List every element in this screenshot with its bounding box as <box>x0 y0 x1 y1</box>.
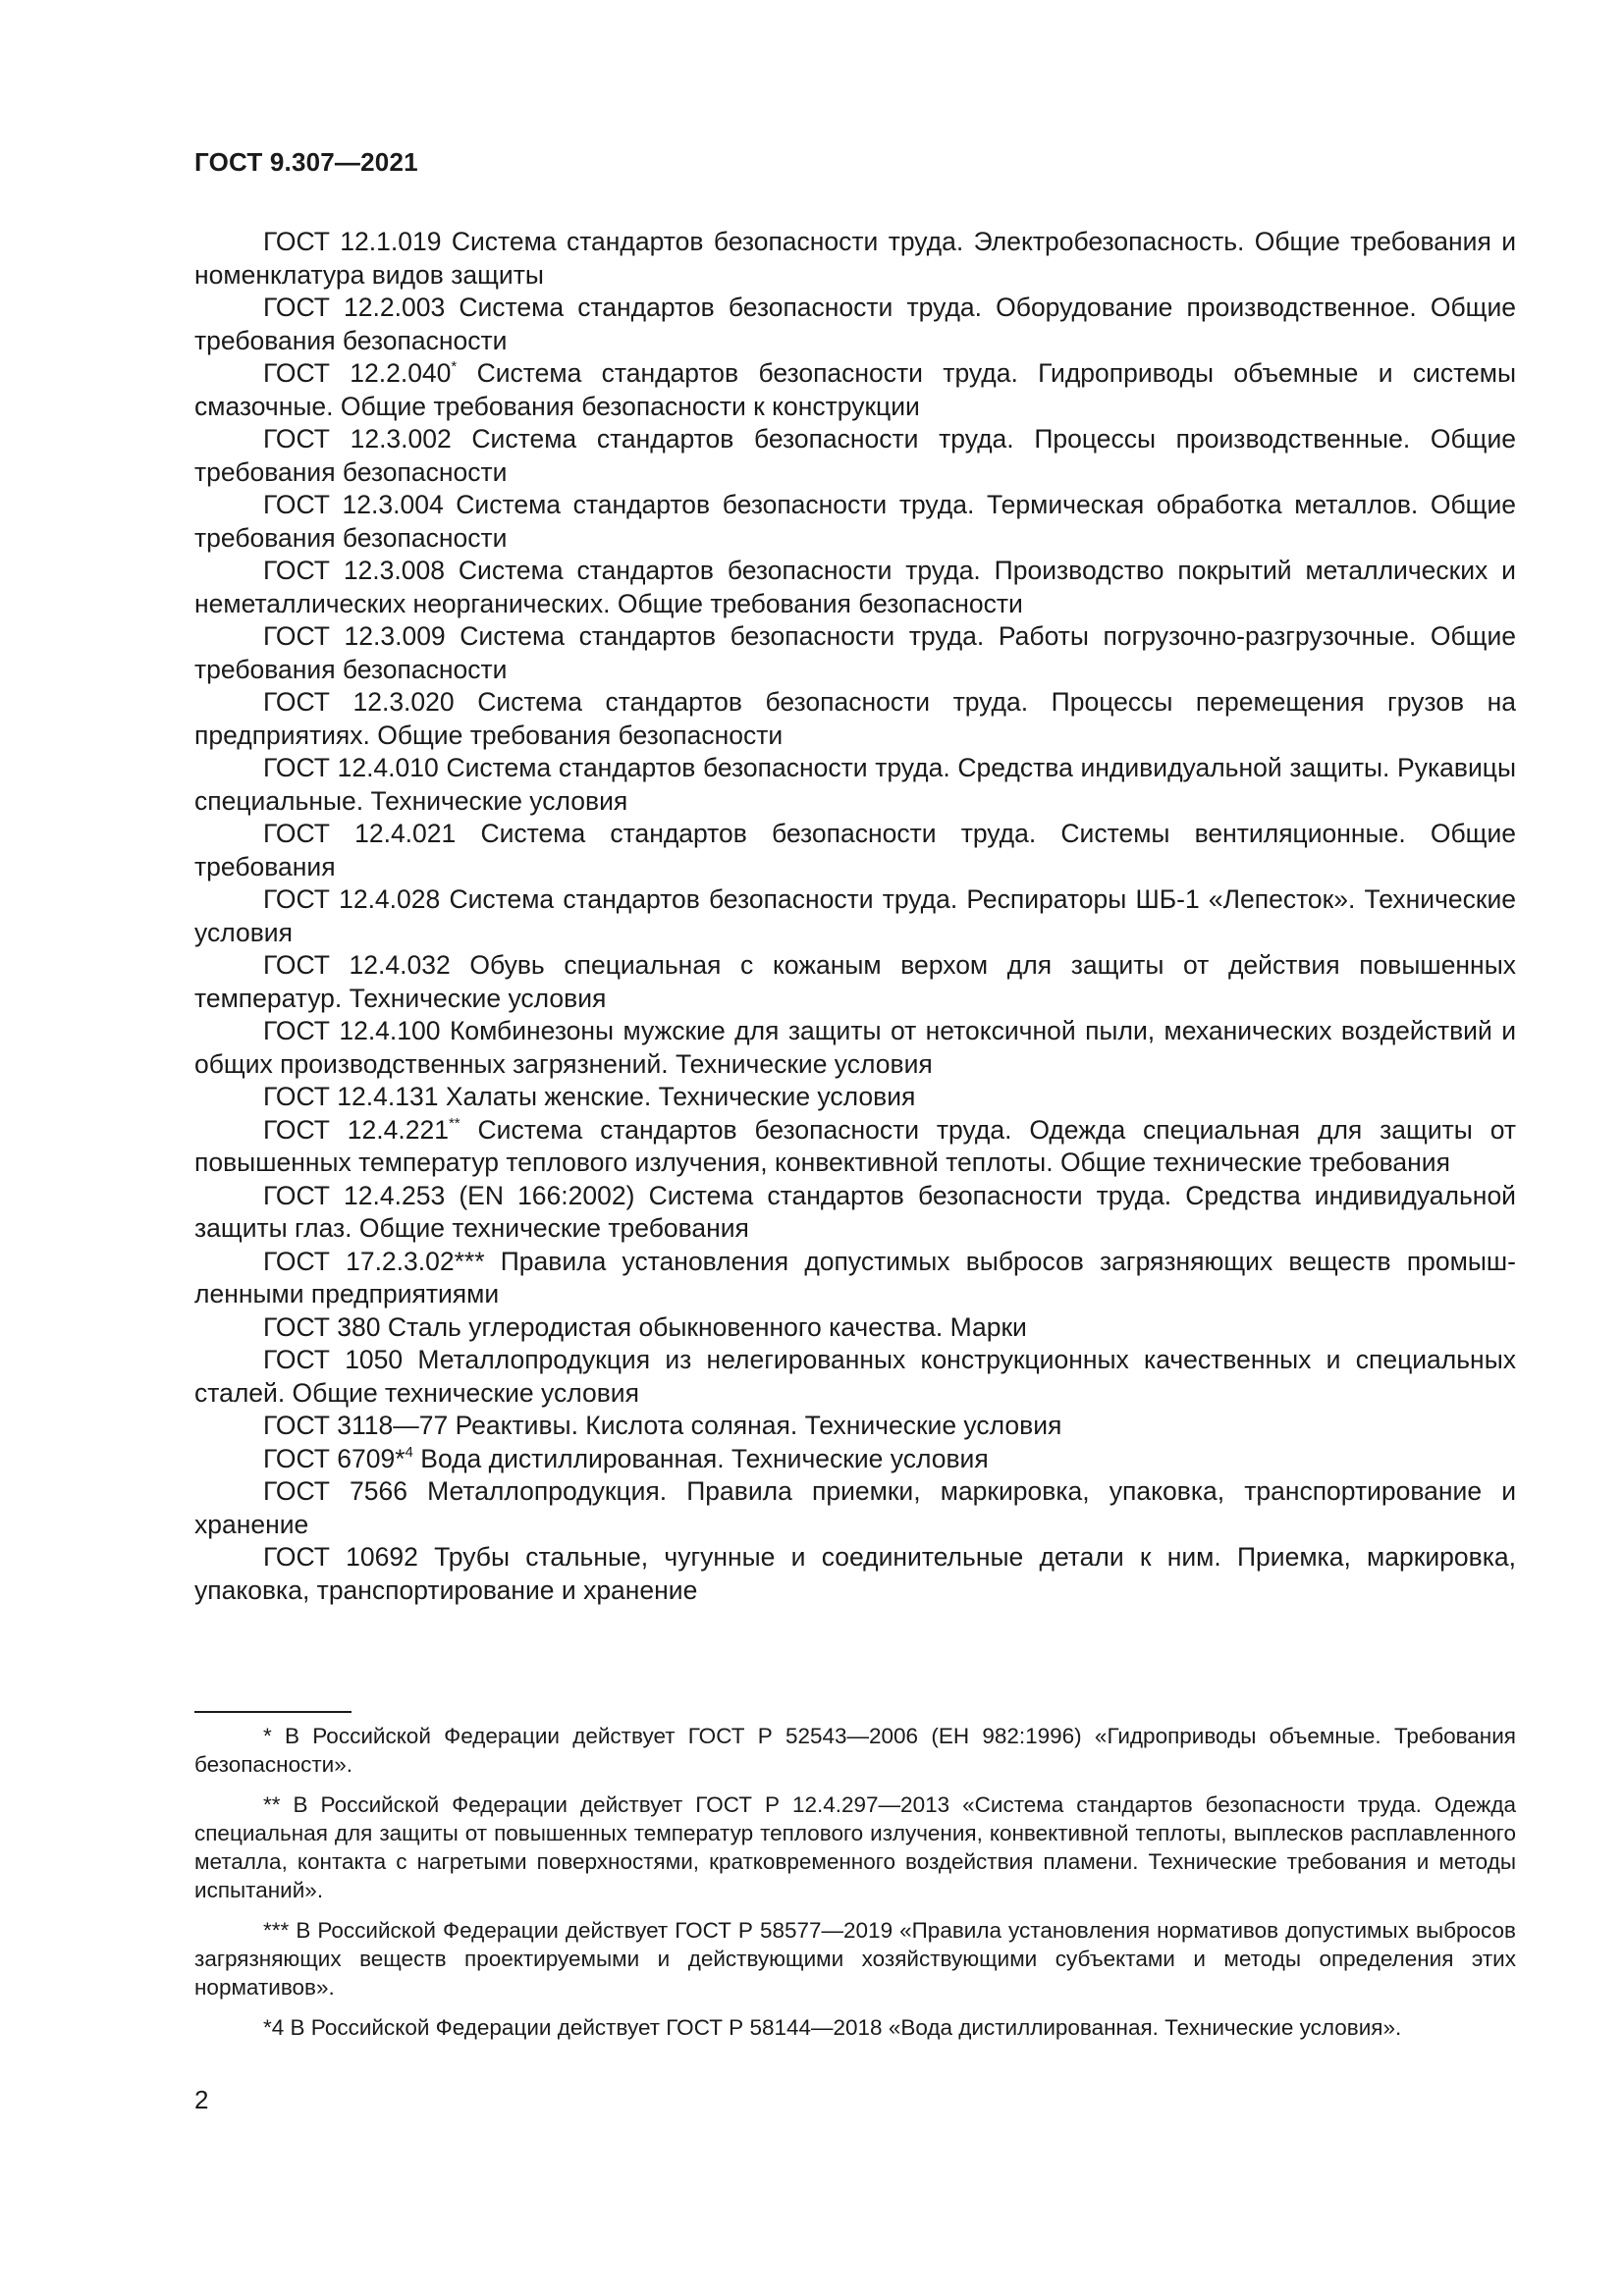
reference-item <box>194 1246 1516 1311</box>
reference-code: ГОСТ 12.4.253 (EN 166:2002) <box>263 1180 635 1210</box>
reference-title: Металлопродукция. Правила приемки, маркировка, упаковка, транспортирование и хранение <box>194 1476 1516 1539</box>
reference-title: Вода дистиллированная. Технические условия <box>420 1443 989 1473</box>
reference-title: Система стандартов безопасности труда. Одежда специальная для защиты от повышенных температур теплового излучения, конвективной теплоты. Общие технические требования <box>194 1114 1517 1177</box>
reference-code: ГОСТ 12.2.003 <box>263 293 446 322</box>
reference-code: ГОСТ 7566 <box>263 1476 407 1506</box>
footnote-mark: * <box>263 1724 272 1748</box>
footnote-mark: *** <box>263 1918 290 1943</box>
reference-code: ГОСТ 17.2.3.02*** <box>263 1246 485 1276</box>
reference-title: Металлопродукция из нелегированных конструкционных качественных и специальных сталей. Общие технические условия <box>194 1345 1516 1408</box>
page-number: 2 <box>194 2085 209 2114</box>
footnotes-list <box>194 1722 1516 2054</box>
reference-item <box>194 1443 1516 1476</box>
reference-title: Система стандартов безопасности труда. Респираторы ШБ-1 «Лепесток». Технические условия <box>194 884 1516 947</box>
reference-item <box>194 883 1516 949</box>
reference-item <box>194 226 1516 292</box>
reference-item <box>194 555 1516 620</box>
reference-code: ГОСТ 12.3.009 <box>263 621 446 651</box>
reference-item <box>194 1180 1516 1246</box>
reference-code: ГОСТ 12.3.020 <box>263 687 455 717</box>
reference-title: Комбинезоны мужские для защиты от нетоксичной пыли, механических воздействий и общих производственных загрязнений. Технические условия <box>194 1016 1517 1079</box>
reference-item <box>194 1015 1516 1081</box>
reference-code: ГОСТ 12.2.040 <box>263 358 452 388</box>
reference-item <box>194 357 1516 423</box>
footnote-separator <box>194 1711 352 1713</box>
reference-title: Реактивы. Кислота соляная. Технические условия <box>455 1411 1062 1440</box>
footnote-text: В Российской Федерации действует ГОСТ Р 58144—2018 «Вода дистиллированная. Технические условия». <box>290 2015 1402 2040</box>
footnote-item <box>194 2013 1516 2042</box>
reference-item <box>194 1541 1516 1607</box>
reference-item <box>194 1344 1516 1410</box>
reference-item <box>194 752 1516 818</box>
reference-title: Система стандартов безопасности труда. Работы погрузочно-разгрузочные. Общие требования безопасности <box>194 621 1516 684</box>
reference-code: ГОСТ 6709* <box>263 1443 406 1473</box>
document-header: ГОСТ 9.307—2021 <box>194 147 418 177</box>
footnote-item <box>194 1916 1516 2002</box>
footnote-text: В Российской Федерации действует ГОСТ Р 58577—2019 «Правила установления нормативов допустимых выбросов загрязняющих веществ проектируемыми и действующими хозяйствующими субъектами и методы определения этих нормативов». <box>194 1918 1516 2000</box>
reference-item <box>194 686 1516 752</box>
reference-item <box>194 1410 1516 1443</box>
reference-item <box>194 1475 1516 1541</box>
reference-item <box>194 423 1516 489</box>
footnote-mark: ** <box>448 1114 460 1132</box>
footnote-mark: 4 <box>405 1443 413 1461</box>
reference-code: ГОСТ 12.1.019 <box>263 227 442 256</box>
reference-title: Система стандартов безопасности труда. Системы вентиляционные. Общие требования <box>194 819 1516 881</box>
reference-code: ГОСТ 1050 <box>263 1345 404 1374</box>
reference-code: ГОСТ 12.4.032 <box>263 950 451 980</box>
reference-item <box>194 292 1516 357</box>
footnote-item <box>194 1722 1516 1779</box>
reference-code: ГОСТ 12.4.010 <box>263 753 439 782</box>
reference-title: Система стандартов безопасности труда. Средства индивидуальной защиты. Рукавицы специальные. Технические условия <box>194 753 1517 816</box>
reference-item <box>194 818 1516 883</box>
reference-code: ГОСТ 12.3.002 <box>263 424 452 454</box>
reference-title: Система стандартов безопасности труда. Оборудование производственное. Общие требования безопасности <box>194 293 1516 355</box>
reference-item <box>194 949 1516 1015</box>
reference-title: Сталь углеродистая обыкновенного качества. Марки <box>387 1311 1027 1342</box>
reference-title: Обувь специальная с кожаным верхом для защиты от действия повышенных температур. Технические условия <box>194 950 1516 1013</box>
reference-code: ГОСТ 12.4.021 <box>263 819 457 848</box>
reference-code: ГОСТ 12.3.008 <box>263 556 445 585</box>
reference-item <box>194 489 1516 555</box>
reference-title: Система стандартов безопасности труда. Гидроприводы объемные и системы смазочные. Общие требования безопасности к конструкции <box>194 358 1517 421</box>
reference-code: ГОСТ 12.3.004 <box>263 490 444 519</box>
footnote-mark: ** <box>263 1792 281 1817</box>
footnote-text: В Российской Федерации действует ГОСТ Р 52543—2006 (ЕН 982:1996) «Гидроприводы объемные. Требования безопасности». <box>194 1724 1516 1777</box>
reference-item <box>194 1311 1516 1345</box>
reference-title: Система стандартов безопасности труда. Электробезопасность. Общие требования и номенклатура видов защиты <box>194 227 1517 290</box>
reference-code: ГОСТ 12.4.221 <box>263 1114 449 1145</box>
reference-title: Система стандартов безопасности труда. Производство покрытий металлических и неметаллических неорганических. Общие требования безопасности <box>194 556 1516 618</box>
reference-code: ГОСТ 380 <box>263 1311 381 1342</box>
reference-item <box>194 1081 1516 1114</box>
reference-title: Халаты женские. Технические условия <box>445 1082 916 1111</box>
reference-title: Система стандартов безопасности труда. Средства индивидуальной защиты глаз. Общие технические требования <box>194 1180 1516 1243</box>
reference-item <box>194 620 1516 686</box>
reference-code: ГОСТ 12.4.028 <box>263 884 441 914</box>
reference-code: ГОСТ 12.4.131 <box>263 1082 439 1111</box>
reference-item <box>194 1114 1516 1180</box>
footnote-mark: *4 <box>263 2015 285 2040</box>
reference-code: ГОСТ 12.4.100 <box>263 1016 441 1045</box>
reference-title: Система стандартов безопасности труда. Процессы производственные. Общие требования безопасности <box>194 424 1516 487</box>
reference-code: ГОСТ 3118—77 <box>263 1411 449 1440</box>
reference-title: Трубы стальные, чугунные и соединительные детали к ним. Приемка, маркировка, упаковка, транспортирование и хранение <box>194 1542 1516 1605</box>
reference-title: Система стандартов безопасности труда. Процессы перемещения грузов на предприятиях. Общие требования безопасности <box>194 687 1516 750</box>
footnote-text: В Российской Федерации действует ГОСТ Р 12.4.297—2013 «Система стандартов безопасности труда. Одежда специальная для защиты от повышенных температур теплового излучения, конвективной теплоты, выплесков расплавленного металла, контакта с нагретыми поверхностями, кратковременного воздействия пламени. Технические требования и методы испытаний». <box>194 1792 1516 1902</box>
footnote-item <box>194 1790 1516 1904</box>
normative-references-list <box>194 226 1516 1607</box>
reference-code: ГОСТ 10692 <box>263 1542 418 1572</box>
footnote-mark: * <box>451 358 458 375</box>
reference-title: Система стандартов безопасности труда. Термическая обработка металлов. Общие требования безопасности <box>194 490 1516 553</box>
reference-title: Правила установления допустимых выбросов загрязняющих веществ промышленными предприятиями <box>194 1246 1516 1308</box>
